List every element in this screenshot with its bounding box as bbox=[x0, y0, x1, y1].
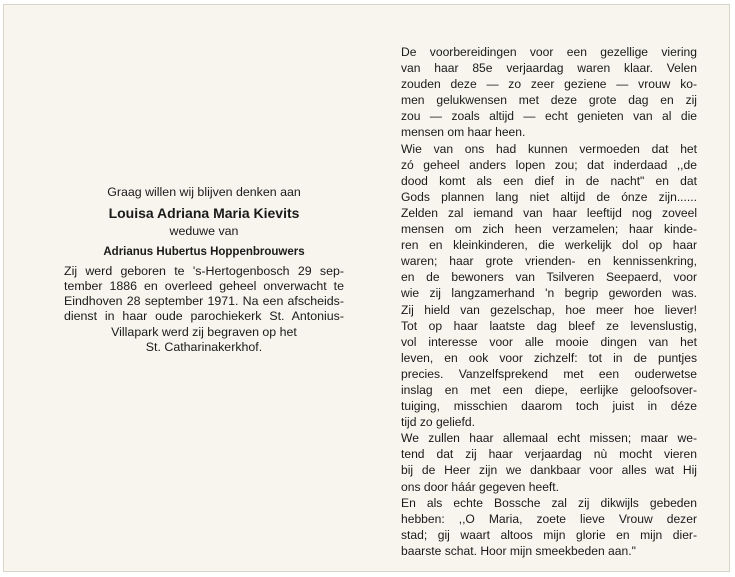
memorial-card bbox=[3, 4, 730, 572]
text-line: zouden deze — zo zeer geziene — vrouw ko- bbox=[401, 77, 697, 92]
biography bbox=[64, 264, 344, 356]
text-line: mensen om zich heen verzamelen; haar kinde- bbox=[401, 222, 697, 237]
text-line: Zelden zal iemand van haar leeftijd nog zoveel bbox=[401, 205, 697, 220]
text-line: Tot op haar laatste dag bleef ze levenslustig, bbox=[401, 318, 697, 333]
intro-text: Graag willen wij blijven denken aan bbox=[107, 185, 301, 199]
right-page bbox=[401, 44, 697, 559]
text-line: men gelukwensen met deze grote dag en zij bbox=[401, 93, 697, 108]
text-line: stad; gij waart altoos mijn glorie en mijn dier- bbox=[401, 527, 697, 542]
bio-line: Eindhoven 28 september 1971. Na een afscheids- bbox=[64, 294, 344, 309]
bio-line: dienst in haar oude parochiekerk St. Antonius- bbox=[64, 309, 344, 324]
text-line: hebben: ,,O Maria, zoete lieve Vrouw dezer bbox=[401, 511, 697, 526]
bio-line: tember 1886 en overleed geheel onverwacht te bbox=[64, 278, 344, 293]
bio-line: Zij werd geboren te 's-Hertogenbosch 29 sep- bbox=[64, 263, 344, 278]
text-line: ons door háár gegeven heeft. bbox=[401, 479, 560, 494]
text-line: Wie van ons had kunnen vermoeden dat het bbox=[401, 141, 697, 156]
text-line: vol interesse voor alle mooie dingen van het bbox=[401, 334, 697, 349]
text-line: en de bewoners van Tsilveren Seepaerd, voor bbox=[401, 270, 697, 285]
text-line: zó geheel anders lopen zou; dat inderdaad ,,de bbox=[401, 157, 697, 172]
text-line: baarste schat. Hoor mijn smeekbeden aan." bbox=[401, 543, 636, 558]
text-line: inslag en met een diepe, eerlijke geloofsover- bbox=[401, 382, 697, 397]
text-line: leven, en ook voor zichzelf: tot in de puntjes bbox=[401, 350, 697, 365]
text-line: ren en kleinkinderen, die werkelijk dol op haar bbox=[401, 238, 697, 253]
bio-line: Villapark werd zij begraven op het bbox=[111, 324, 297, 339]
text-line: Zij hield van gezelschap, hoe meer hoe liever! bbox=[401, 302, 697, 317]
spouse-name: Adrianus Hubertus Hoppenbrouwers bbox=[103, 245, 305, 258]
left-page bbox=[64, 185, 344, 355]
text-line: zou — zoals altijd — echt genieten van al die bbox=[401, 109, 697, 124]
text-line: van haar 85e verjaardag waren klaar. Velen bbox=[401, 61, 697, 76]
text-line: tend dat zij haar verjaardag nù mocht vieren bbox=[401, 447, 697, 462]
text-line: bij de Heer zijn we dankbaar voor alles wat Hij bbox=[401, 463, 697, 478]
text-line: Gods plannen lang niet altijd de ónze zijn...... bbox=[401, 189, 697, 204]
text-line: We zullen haar allemaal echt missen; maar we- bbox=[401, 431, 697, 446]
widow-label: weduwe van bbox=[169, 224, 239, 239]
text-line: De voorbereidingen voor een gezellige viering bbox=[401, 45, 697, 59]
deceased-name: Louisa Adriana Maria Kievits bbox=[108, 205, 300, 222]
text-line: wie zij langzamerhand 'n begrip geworden was. bbox=[401, 286, 697, 301]
text-line: tuiging, misschien daarom toch juist in déze bbox=[401, 399, 697, 414]
text-line: dood komt als een dief in de nacht" en dat bbox=[401, 173, 697, 188]
text-line: mensen om haar heen. bbox=[401, 125, 526, 140]
text-line: waren; haar grote vrienden- en kennissenkring, bbox=[401, 254, 697, 269]
bio-line: St. Catharinakerkhof. bbox=[145, 340, 263, 355]
text-line: precies. Vanzelfsprekend met een ouderwetse bbox=[401, 366, 697, 381]
text-line: En als echte Bossche zal zij dikwijls gebeden bbox=[401, 495, 697, 510]
text-line: tijd zo geliefd. bbox=[401, 415, 475, 430]
